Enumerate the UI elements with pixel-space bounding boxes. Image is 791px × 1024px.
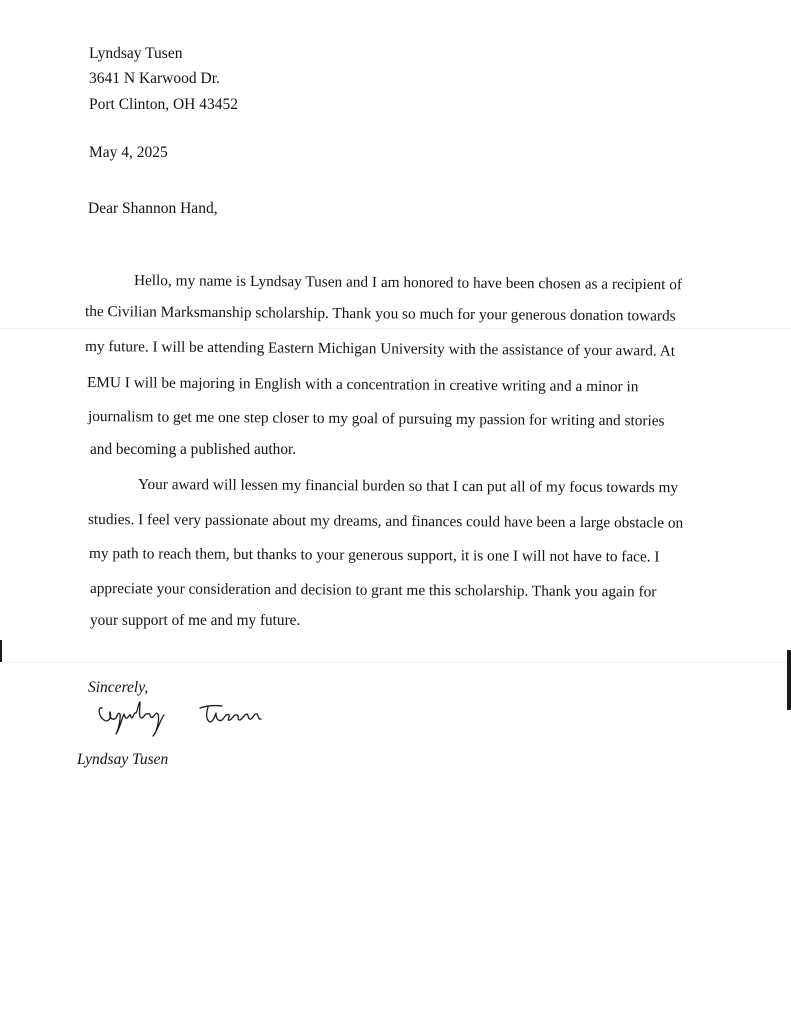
paragraph-1-line: my future. I will be attending Eastern Michigan University with the assistance of your award. At — [84, 338, 676, 360]
paragraph-1-line: Hello, my name is Lyndsay Tusen and I am honored to have been chosen as a recipient of — [133, 272, 683, 294]
paragraph-2-line: Your award will lessen my financial burden so that I can put all of my focus towards my — [137, 476, 679, 497]
signer-name: Lyndsay Tusen — [77, 751, 169, 768]
paragraph-2-line: my path to reach them, but thanks to your generous support, it is one I will not have to face. I — [88, 545, 660, 566]
scan-edge-mark-right — [787, 650, 791, 710]
paragraph-2-line: your support of me and my future. — [90, 612, 301, 629]
sender-city-state-zip: Port Clinton, OH 43452 — [89, 96, 238, 113]
paragraph-2-line: studies. I feel very passionate about my dreams, and finances could have been a large obstacle on — [87, 511, 684, 532]
paragraph-1-line: the Civilian Marksmanship scholarship. Thank you so much for your generous donation towards — [84, 303, 676, 325]
salutation: Dear Shannon Hand, — [88, 200, 218, 217]
paragraph-1-line: EMU I will be majoring in English with a concentration in creative writing and a minor in — [86, 374, 639, 396]
handwritten-signature — [96, 696, 266, 740]
scan-artifact-line — [0, 662, 791, 663]
closing: Sincerely, — [88, 679, 149, 696]
paragraph-1-line: and becoming a published author. — [90, 441, 297, 458]
sender-name: Lyndsay Tusen — [89, 45, 183, 62]
sender-street: 3641 N Karwood Dr. — [89, 70, 220, 87]
scan-artifact-line — [0, 328, 791, 329]
paragraph-2-line: appreciate your consideration and decision to grant me this scholarship. Thank you again for — [89, 580, 657, 601]
paragraph-1-line: journalism to get me one step closer to my goal of pursuing my passion for writing and stories — [87, 408, 665, 430]
letter-date: May 4, 2025 — [89, 144, 168, 161]
scan-edge-mark-left — [0, 640, 2, 662]
